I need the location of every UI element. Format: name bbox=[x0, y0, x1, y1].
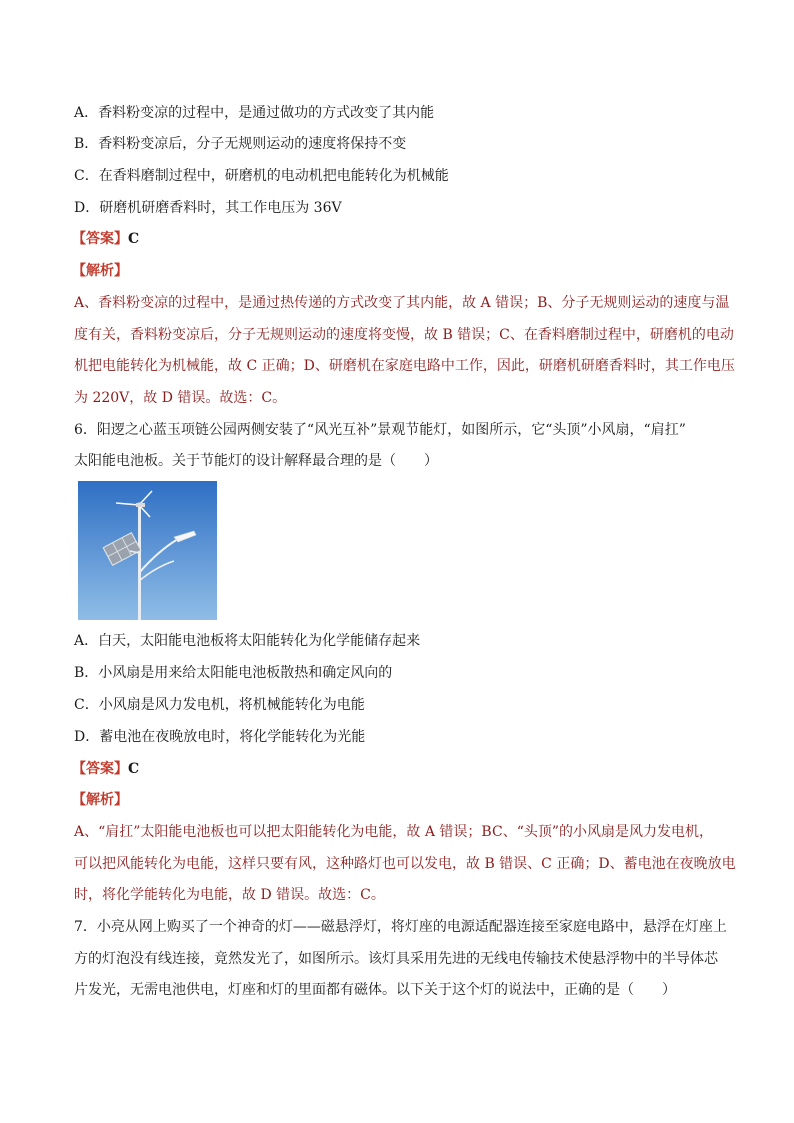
q5-answer-label: 【答案】 bbox=[72, 231, 128, 247]
q6-analysis-line: 时，将化学能转化为电能，故 D 错误。故选：C。 bbox=[74, 887, 385, 903]
q6-answer-label: 【答案】 bbox=[72, 761, 128, 777]
q5-analysis-line: 机把电能转化为机械能，故 C 正确；D、研磨机在家庭电路中工作，因此，研磨机研磨香料时，其工作电压 bbox=[74, 358, 735, 374]
q7-stem-line: 7．小亮从网上购买了一个神奇的灯——磁悬浮灯，将灯座的电源适配器连接至家庭电路中，悬浮在灯座上 bbox=[74, 919, 727, 935]
q5-option-b: B．香料粉变凉后，分子无规则运动的速度将保持不变 bbox=[74, 136, 407, 152]
q5-option-a: A．香料粉变凉的过程中，是通过做功的方式改变了其内能 bbox=[74, 105, 435, 121]
q6-analysis-line: A、“肩扛”太阳能电池板也可以把太阳能转化为电能，故 A 错误；BC、“头顶”的小风扇是风力发电机， bbox=[74, 824, 714, 840]
q6-stem-line: 6．阳逻之心蓝玉项链公园两侧安装了“风光互补”景观节能灯，如图所示，它“头顶”小风扇，“肩扛” bbox=[74, 422, 686, 438]
q5-answer bbox=[72, 229, 139, 249]
q6-option-b: B．小风扇是用来给太阳能电池板散热和确定风向的 bbox=[74, 665, 393, 681]
q5-analysis-label: 【解析】 bbox=[72, 263, 128, 279]
lamp-pole bbox=[138, 503, 141, 620]
q7-stem-line: 方的灯泡没有线连接，竟然发光了，如图所示。该灯具采用先进的无线电传输技术使悬浮物中的半导体芯 bbox=[74, 951, 718, 967]
q6-answer-value: C bbox=[128, 761, 140, 777]
q6-option-a: A．白天，太阳能电池板将太阳能转化为化学能储存起来 bbox=[74, 633, 421, 649]
q6-analysis-line: 可以把风能转化为电能，这样只要有风，这种路灯也可以发电，故 B 错误、C 正确；D、蓄电池在夜晚放电 bbox=[74, 856, 736, 872]
q5-analysis-line: 度有关，香料粉变凉后，分子无规则运动的速度将变慢，故 B 错误；C、在香料磨制过程中，研磨机的电动 bbox=[74, 327, 734, 343]
q7-stem-line: 片发光，无需电池供电，灯座和灯的里面都有磁体。以下关于这个灯的说法中，正确的是（ ） bbox=[74, 982, 676, 998]
q6-analysis-label: 【解析】 bbox=[72, 792, 128, 808]
streetlight-illustration bbox=[78, 481, 217, 620]
q5-analysis-line: A、香料粉变凉的过程中，是通过热传递的方式改变了其内能，故 A 错误；B、分子无规则运动的速度与温 bbox=[74, 295, 730, 311]
q6-option-c: C．小风扇是风力发电机，将机械能转化为电能 bbox=[74, 697, 365, 713]
q6-stem-line: 太阳能电池板。关于节能灯的设计解释最合理的是（ ） bbox=[74, 453, 438, 469]
q6-answer bbox=[72, 759, 139, 779]
sky-background bbox=[78, 481, 217, 620]
wind-solar-streetlight-image bbox=[78, 481, 217, 620]
q5-option-c: C．在香料磨制过程中，研磨机的电动机把电能转化为机械能 bbox=[74, 168, 449, 184]
q5-answer-value: C bbox=[128, 231, 140, 247]
turbine-nacelle bbox=[136, 503, 145, 507]
q5-option-d: D．研磨机研磨香料时，其工作电压为 36V bbox=[74, 200, 342, 216]
q5-analysis-line: 为 220V，故 D 错误。故选：C。 bbox=[74, 390, 287, 406]
q6-option-d: D．蓄电池在夜晚放电时，将化学能转化为光能 bbox=[74, 729, 366, 745]
